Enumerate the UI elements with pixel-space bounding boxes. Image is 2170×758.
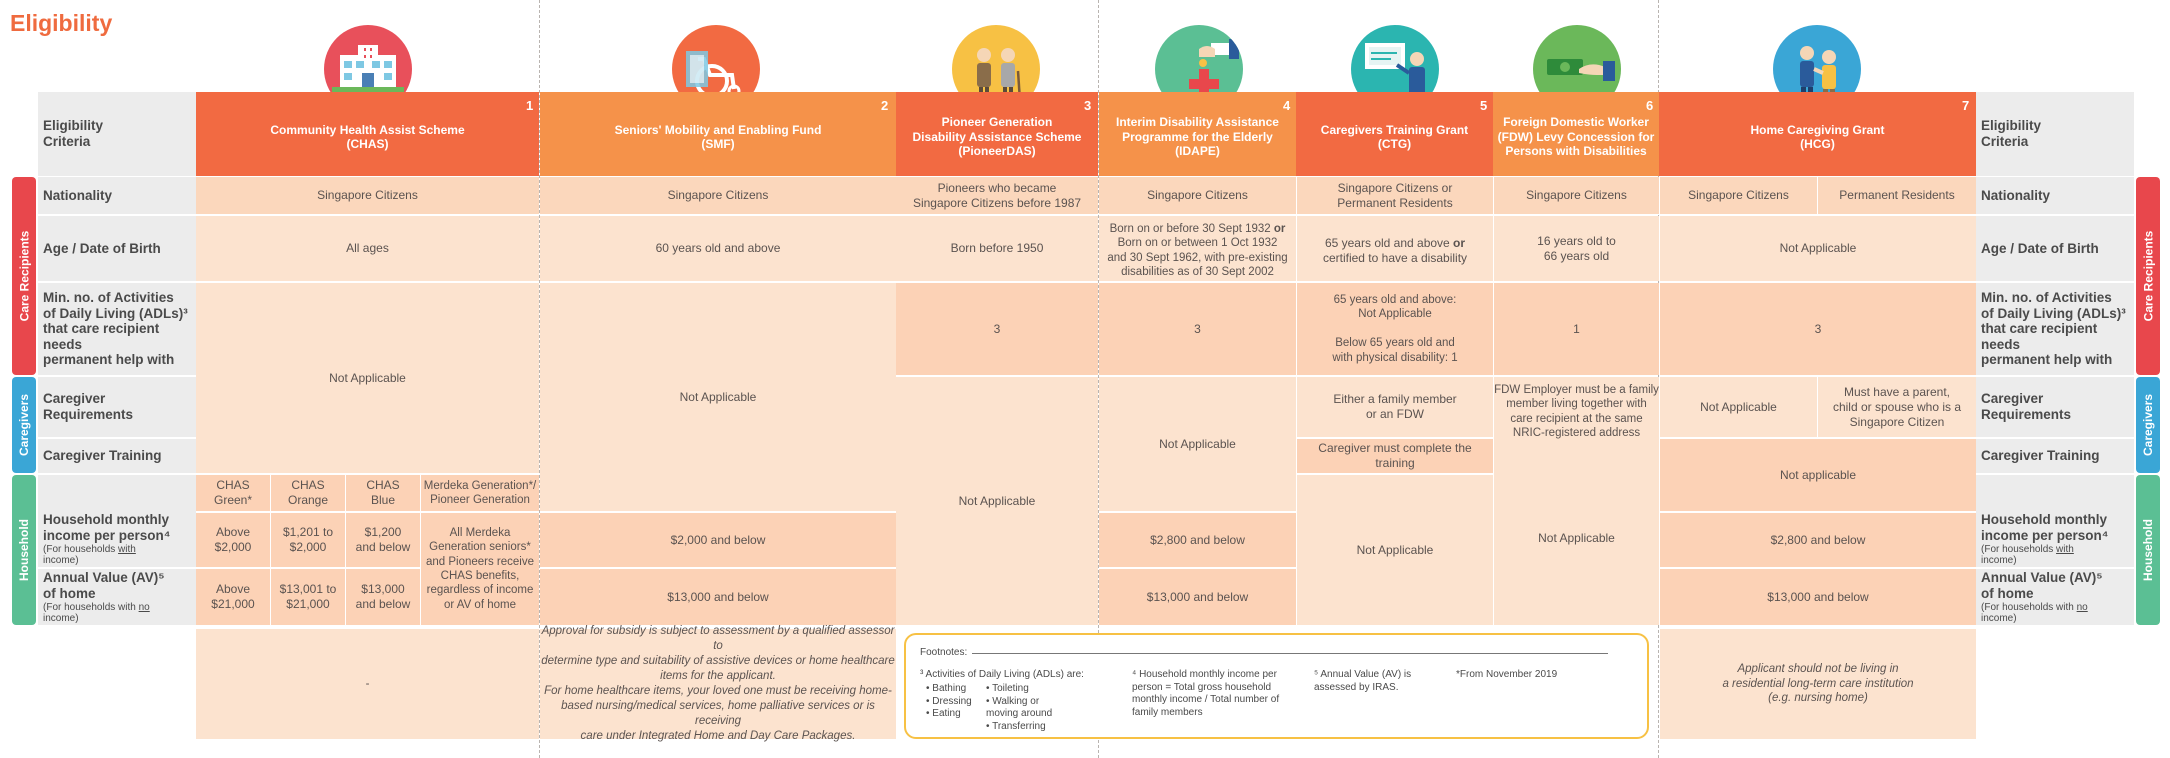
chas-age: All ages: [196, 216, 539, 281]
hcg-nationality-pr: Permanent Residents: [1818, 177, 1976, 214]
band-care-recipients-left: Care Recipients: [12, 177, 36, 375]
footnote-4: ⁴ Household monthly income per person = Total gross household monthly income / Total number of family members: [1132, 669, 1280, 718]
footnote-5: ⁵ Annual Value (AV) is assessed by IRAS.: [1314, 669, 1412, 693]
chas-nationality: Singapore Citizens: [196, 177, 539, 214]
row-label-caregiver-training-right: Caregiver Training: [1976, 439, 2134, 473]
page-title: Eligibility: [10, 10, 113, 36]
hcg-income: $2,800 and below: [1660, 513, 1976, 567]
footnote-3-col1: • Bathing • Dressing • Eating: [926, 683, 972, 719]
scheme-header-idape: Interim Disability Assistance Programme for the Elderly (IDAPE): [1099, 92, 1296, 176]
row-label-nationality: Nationality: [38, 177, 196, 214]
scheme-number-3: 3: [1084, 98, 1092, 113]
ctg-nationality: Singapore Citizens or Permanent Residents: [1297, 177, 1493, 214]
scheme-number-4: 4: [1283, 98, 1291, 113]
smf-av: $13,000 and below: [540, 569, 896, 625]
chas-blue-av: $13,000 and below: [346, 569, 420, 625]
row-label-age: Age / Date of Birth: [38, 216, 196, 281]
scheme-header-pioneerdas: Pioneer Generation Disability Assistance Scheme (PioneerDAS): [896, 92, 1098, 176]
row-label-caregiver-requirements: Caregiver Requirements: [38, 377, 196, 437]
smf-income: $2,000 and below: [540, 513, 896, 567]
idape-nationality: Singapore Citizens: [1099, 177, 1296, 214]
scheme-header-smf: Seniors' Mobility and Enabling Fund (SMF): [540, 92, 896, 176]
row-label-adl: Min. no. of Activities of Daily Living (ADLs)³ that care recipient needs permanent help with: [38, 283, 196, 375]
chas-mg-text: All Merdeka Generation seniors* and Pioneers receive CHAS benefits, regardless of income or AV of home: [421, 513, 539, 625]
fdw-not-applicable: Not Applicable: [1494, 451, 1659, 625]
idape-income: $2,800 and below: [1099, 513, 1296, 567]
chas-orange-header: CHAS Orange: [271, 475, 345, 511]
ctg-caregiver-requirements: Either a family member or an FDW: [1297, 377, 1493, 437]
chas-blue-header: CHAS Blue: [346, 475, 420, 511]
scheme-number-7: 7: [1962, 98, 1970, 113]
ctg-not-applicable: Not Applicable: [1297, 475, 1493, 625]
band-household-right: Household: [2136, 475, 2160, 625]
row-label-caregiver-requirements-right: Caregiver Requirements: [1976, 377, 2134, 437]
idape-adl: 3: [1099, 283, 1296, 375]
pdas-nationality: Pioneers who became Singapore Citizens before 1987: [896, 177, 1098, 214]
smf-age: 60 years old and above: [540, 216, 896, 281]
chas-orange-av: $13,001 to $21,000: [271, 569, 345, 625]
footnote-3-head: ³ Activities of Daily Living (ADLs) are:: [920, 669, 1084, 680]
chas-mg-header: Merdeka Generation*/ Pioneer Generation: [421, 475, 539, 511]
chas-not-applicable: Not Applicable: [196, 283, 539, 473]
hcg-caregiver-requirements-sc: Not Applicable: [1660, 377, 1817, 437]
footnote-star: *From November 2019: [1456, 669, 1558, 680]
smf-not-applicable: Not Applicable: [540, 283, 896, 511]
hcg-age: Not Applicable: [1660, 216, 1976, 281]
pdas-adl: 3: [896, 283, 1098, 375]
row-label-blank: [38, 475, 196, 511]
scheme-number-6: 6: [1646, 98, 1654, 113]
pdas-not-applicable: Not Applicable: [896, 377, 1098, 625]
criteria-header-right: Eligibility Criteria: [1976, 92, 2134, 176]
hcg-av: $13,000 and below: [1660, 569, 1976, 625]
criteria-header-left: Eligibility Criteria: [38, 92, 196, 176]
band-caregivers-left: Caregivers: [12, 377, 36, 473]
pdas-age: Born before 1950: [896, 216, 1098, 281]
smf-nationality: Singapore Citizens: [540, 177, 896, 214]
band-caregivers-right: Caregivers: [2136, 377, 2160, 473]
footnotes-title: Footnotes:: [920, 647, 968, 658]
hcg-note: Applicant should not be living in a residential long-term care institution (e.g. nursing home): [1660, 629, 1976, 739]
fdw-age: 16 years old to 66 years old: [1494, 216, 1659, 281]
scheme-header-chas: Community Health Assist Scheme (CHAS): [196, 92, 539, 176]
chas-green-header: CHAS Green*: [196, 475, 270, 511]
scheme-number-1: 1: [526, 98, 534, 113]
ctg-caregiver-training: Caregiver must complete the training: [1297, 439, 1493, 473]
scheme-number-5: 5: [1480, 98, 1488, 113]
ctg-adl: 65 years old and above: Not Applicable Below 65 years old and with physical disability: 1: [1297, 283, 1493, 375]
row-label-blank-right: [1976, 475, 2134, 511]
chas-blue-income: $1,200 and below: [346, 513, 420, 567]
row-label-income-right: Household monthly income per person⁴ (For households with income): [1976, 511, 2134, 567]
idape-age: Born on or before 30 Sept 1932 or Born on or between 1 Oct 1932 and 30 Sept 1962, with pre-existing disabilities as of 30 Sept 2002: [1099, 216, 1296, 281]
fdw-adl: 1: [1494, 283, 1659, 375]
row-label-age-right: Age / Date of Birth: [1976, 216, 2134, 281]
scheme-header-fdw: Foreign Domestic Worker (FDW) Levy Concession for Persons with Disabilities: [1493, 92, 1659, 176]
hcg-nationality-sc: Singapore Citizens: [1660, 177, 1817, 214]
hcg-adl: 3: [1660, 283, 1976, 375]
ctg-age: 65 years old and above or certified to have a disability: [1297, 216, 1493, 281]
footnotes-box: [904, 633, 1649, 739]
idape-av: $13,000 and below: [1099, 569, 1296, 625]
band-care-recipients-right: Care Recipients: [2136, 177, 2160, 375]
scheme-number-2: 2: [881, 98, 889, 113]
row-label-av: Annual Value (AV)⁵ of home (For households with no income): [38, 569, 196, 625]
chas-orange-income: $1,201 to $2,000: [271, 513, 345, 567]
row-label-av-right: Annual Value (AV)⁵ of home (For households with no income): [1976, 569, 2134, 625]
band-household-left: Household: [12, 475, 36, 625]
fdw-nationality: Singapore Citizens: [1494, 177, 1659, 214]
idape-not-applicable: Not Applicable: [1099, 377, 1296, 511]
hcg-caregiver-training: Not applicable: [1660, 439, 1976, 511]
row-label-nationality-right: Nationality: [1976, 177, 2134, 214]
footnote-3-col2: • Toileting • Walking or moving around • Transferring: [986, 683, 1053, 732]
row-label-income: Household monthly income per person⁴ (For households with income): [38, 511, 196, 567]
scheme-header-hcg: Home Caregiving Grant (HCG): [1659, 92, 1976, 176]
row-label-caregiver-training: Caregiver Training: [38, 439, 196, 473]
chas-green-av: Above $21,000: [196, 569, 270, 625]
chas-note: -: [196, 629, 539, 739]
row-label-adl-right: Min. no. of Activities of Daily Living (ADLs)³ that care recipient needs permanent help with: [1976, 283, 2134, 375]
hcg-caregiver-requirements-pr: Must have a parent, child or spouse who is a Singapore Citizen: [1818, 377, 1976, 437]
smf-note: Approval for subsidy is subject to assessment by a qualified assessor to determine type and suitability of assistive devices or home healthcare items for the applicant. For home healthcare items, your loved one must be receiving home- based nursing/medical services, home palliative services or is receiving care under Integrated Home and Day Care Packages.: [541, 625, 895, 742]
scheme-header-ctg: Caregivers Training Grant (CTG): [1296, 92, 1493, 176]
fdw-caregiver-requirements: FDW Employer must be a family member living together with care recipient at the same NRIC-registered address: [1494, 377, 1659, 451]
footnotes-rule: [972, 653, 1608, 654]
chas-green-income: Above $2,000: [196, 513, 270, 567]
